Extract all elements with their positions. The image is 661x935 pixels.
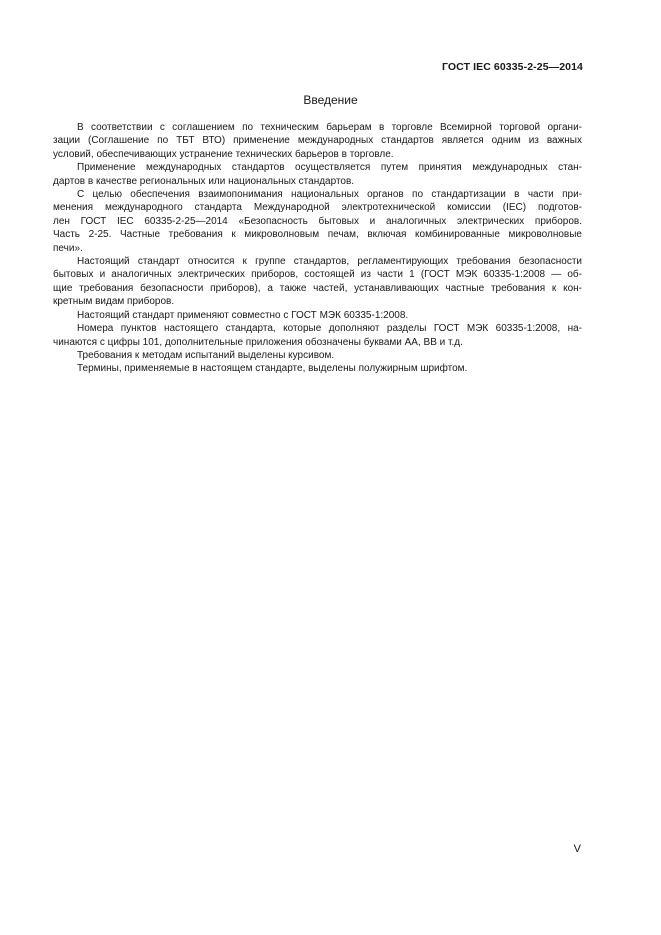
body-text: [53, 121, 582, 376]
standard-code-header: ГОСТ IEC 60335-2-25—2014: [441, 61, 583, 73]
text-line: Настоящий стандарт применяют совместно с ГОСТ МЭК 60335-1:2008.: [77, 309, 409, 321]
text-line: Настоящий стандарт относится к группе стандартов, регламентирующих требования безопасности: [77, 256, 582, 268]
paragraph: [77, 362, 582, 375]
section-title: Введение: [303, 93, 358, 107]
text-line: кретным видам приборов.: [53, 296, 175, 308]
text-line: менения международного стандарта Международной электротехнической комиссии (IEC) подготов-: [53, 202, 582, 214]
text-line: Часть 2-25. Частные требования к микроволновым печам, включая комбинированные микроволновые: [53, 229, 582, 241]
paragraph: [77, 309, 582, 322]
text-line: Номера пунктов настоящего стандарта, которые дополняют разделы ГОСТ МЭК 60335-1:2008, на-: [77, 323, 582, 335]
paragraph: [53, 121, 582, 161]
text-line: дартов в качестве региональных или национальных стандартов.: [53, 175, 355, 187]
text-line: Применение международных стандартов осуществляется путем принятия международных стан-: [77, 162, 582, 174]
text-line: Термины, применяемые в настоящем стандарте, выделены полужирным шрифтом.: [77, 363, 468, 375]
text-line: щие требования безопасности приборов), а также частей, устанавливающих частные требования к кон-: [53, 282, 582, 294]
paragraph: [53, 161, 582, 188]
text-line: печи».: [53, 242, 83, 254]
text-line: лен ГОСТ IEC 60335-2-25—2014 «Безопасность бытовых и аналогичных электрических приборов.: [53, 215, 582, 227]
text-line: В соответствии с соглашением по техническим барьерам в торговле Всемирной торговой органи-: [77, 122, 582, 133]
text-line: условий, обеспечивающих устранение технических барьеров в торговле.: [53, 148, 394, 160]
text-line: бытовых и аналогичных электрических приборов, состоящей из части 1 (ГОСТ МЭК 60335-1:2008 — об-: [53, 269, 582, 281]
text-line: С целью обеспечения взаимопонимания национальных органов по стандартизации в части при-: [77, 189, 582, 201]
text-line: зации (Соглашение по ТБТ ВТО) применение международных стандартов является одним из важных: [53, 135, 582, 147]
paragraph: [53, 322, 582, 349]
paragraph: [77, 349, 582, 362]
paragraph: [53, 188, 582, 255]
paragraph: [53, 255, 582, 309]
page-number: V: [573, 843, 581, 855]
text-line: чинаются с цифры 101, дополнительные приложения обозначены буквами АА, ВВ и т.д.: [53, 336, 463, 348]
text-line: Требования к методам испытаний выделены курсивом.: [77, 349, 335, 361]
